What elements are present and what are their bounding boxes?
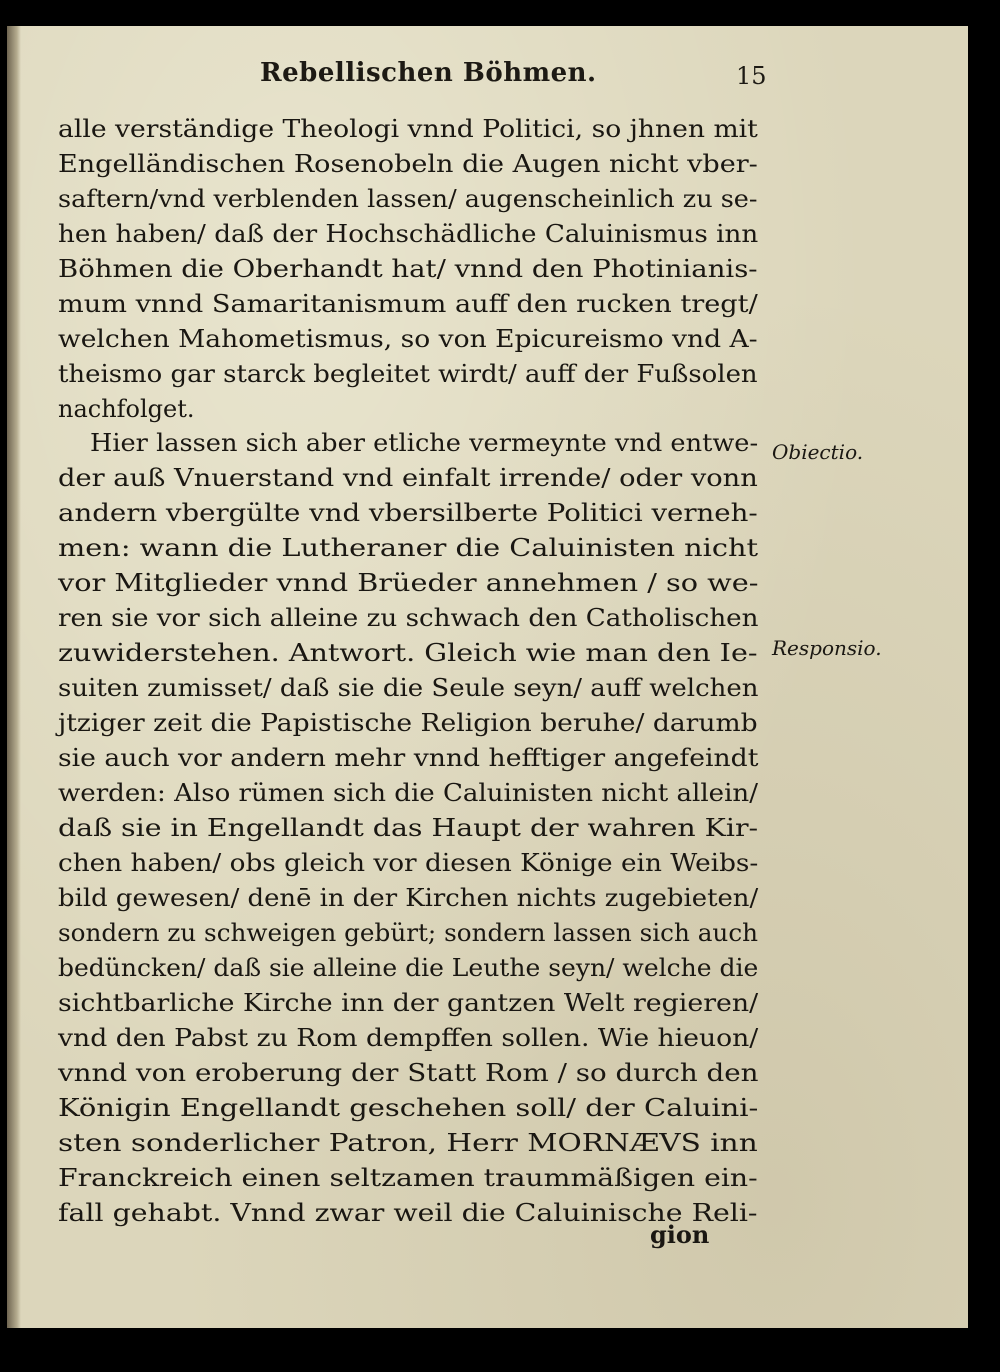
text-line: suiten zumisset/ daß sie die Seule seyn/ auff welchen [58, 674, 759, 702]
margin-note-responsio: Responsio. [772, 636, 882, 660]
text-line: Königin Engellandt geschehen soll/ der Caluini- [58, 1094, 759, 1122]
text-line: sie auch vor andern mehr vnnd hefftiger angefeindt [58, 744, 759, 772]
catchword: gion [650, 1220, 710, 1249]
text-line: jtziger zeit die Papistische Religion beruhe/ darumb [58, 709, 758, 737]
page-gutter-shadow [7, 26, 21, 1328]
text-line: saftern/vnd verblenden lassen/ augenscheinlich zu se- [58, 185, 758, 213]
running-head: Rebellischen Böhmen. [260, 58, 597, 88]
text-line: theismo gar starck begleitet wirdt/ auff der Fußsolen [58, 360, 758, 388]
text-line: andern vbergülte vnd vbersilberte Politici verneh- [58, 499, 758, 527]
text-line: nachfolget. [58, 395, 195, 423]
text-line: bedüncken/ daß sie alleine die Leuthe seyn/ welche die [58, 954, 759, 982]
text-line: bild gewesen/ denē in der Kirchen nichts zugebieten/ [58, 884, 759, 912]
text-line: Böhmen die Oberhandt hat/ vnnd den Photinianis- [58, 255, 758, 283]
text-line: chen haben/ obs gleich vor diesen Könige ein Weibs- [58, 849, 759, 877]
text-line: Engelländischen Rosenobeln die Augen nicht vber- [58, 150, 758, 178]
text-line: vnnd von eroberung der Statt Rom / so durch den [58, 1059, 759, 1087]
text-line: sten sonderlicher Patron, Herr MORNÆVS inn [58, 1129, 758, 1157]
text-line: alle verständige Theologi vnnd Politici, so jhnen mit [58, 115, 758, 143]
text-line: zuwiderstehen. Antwort. Gleich wie man den Ie- [58, 639, 758, 667]
text-line: Franckreich einen seltzamen traummäßigen ein- [58, 1164, 758, 1192]
text-line: welchen Mahometismus, so von Epicureismo vnd A- [58, 325, 758, 353]
text-line: daß sie in Engellandt das Haupt der wahren Kir- [58, 814, 759, 842]
text-line: fall gehabt. Vnnd zwar weil die Caluinische Reli- [58, 1199, 758, 1227]
text-line: men: wann die Lutheraner die Caluinisten nicht [58, 534, 759, 562]
text-line: vor Mitglieder vnnd Brüeder annehmen / so we- [58, 569, 759, 597]
text-line: ren sie vor sich alleine zu schwach den Catholischen [58, 604, 759, 632]
text-line: sichtbarliche Kirche inn der gantzen Welt regieren/ [58, 989, 759, 1017]
text-line: mum vnnd Samaritanismum auff den rucken tregt/ [58, 290, 758, 318]
margin-note-objectio: Obiectio. [772, 440, 864, 464]
text-line: vnd den Pabst zu Rom dempffen sollen. Wie hieuon/ [58, 1024, 759, 1052]
text-line: der auß Vnuerstand vnd einfalt irrende/ oder vonn [58, 464, 758, 492]
text-line: werden: Also rümen sich die Caluinisten nicht allein/ [58, 779, 758, 807]
page-number: 15 [736, 62, 767, 90]
text-line: Hier lassen sich aber etliche vermeynte vnd entwe- [90, 429, 759, 457]
text-line: hen haben/ daß der Hochschädliche Caluinismus inn [58, 220, 759, 248]
text-line: sondern zu schweigen gebürt; sondern lassen sich auch [58, 919, 759, 947]
